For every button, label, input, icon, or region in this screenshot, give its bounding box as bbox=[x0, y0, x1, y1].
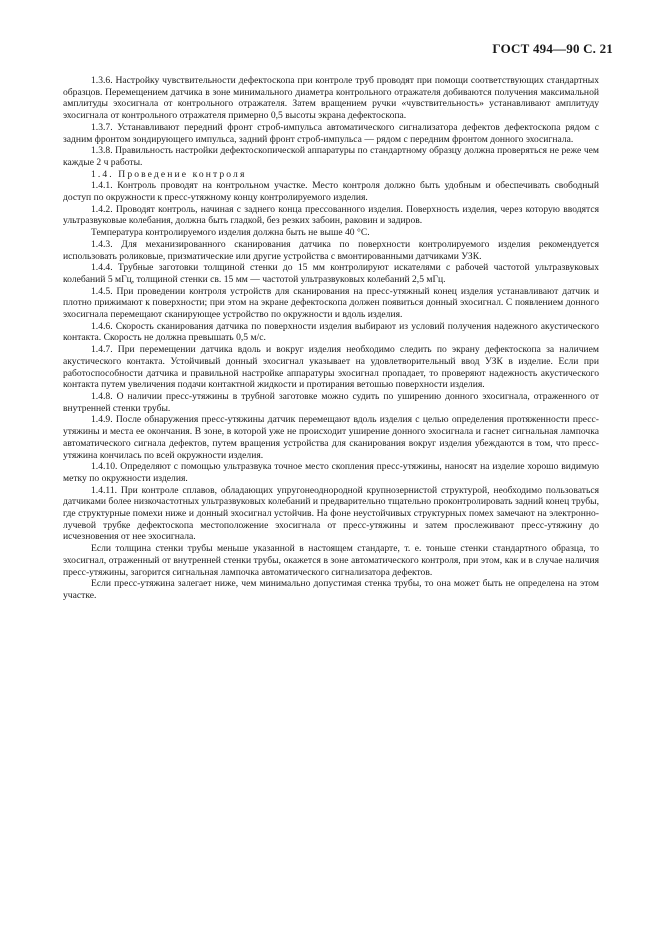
paragraph-1-3-6: 1.3.6. Настройку чувствительности дефектоскопа при контроле труб проводят при помощи соответствующих стандартных образцов. Перемещением датчика в зоне минимального диаметра контрольного отражателя добиваются получения максимальной амплитуды эхосигнала от контрольного отражателя. Затем вращением ручки «чувствительность» устанавливают амплитуду эхосигнала от контрольного отражателя примерно 0,5 высоты экрана дефектоскопа. bbox=[63, 75, 599, 122]
document-body bbox=[63, 75, 599, 602]
paragraph-1-4-5: 1.4.5. При проведении контроля устройств для сканирования на пресс-утяжный конец изделия устанавливают датчик и плотно прижимают к поверхности; при этом на экране дефектоскопа должен появиться донный эхосигнал. С появлением донного эхосигнала перемещают сканирующее устройство по окружности и вдоль изделия. bbox=[63, 285, 599, 321]
paragraph-temperature: Температура контролируемого изделия должна быть не выше 40 °С. bbox=[91, 227, 370, 239]
paragraph-1-3-8: 1.3.8. Правильность настройки дефектоскопической аппаратуры по стандартному образцу должна проверяться не реже чем каждые 2 ч работы. bbox=[63, 145, 599, 168]
paragraph-1-4-10: 1.4.10. Определяют с помощью ультразвука точное место скопления пресс-утяжины, наносят на изделие хорошо видимую метку по окружности изделия. bbox=[63, 461, 599, 484]
paragraph-1-4-7: 1.4.7. При перемещении датчика вдоль и вокруг изделия необходимо следить по экрану дефектоскопа за наличием акустического контакта. Устойчивый донный эхосигнал указывает на удовлетворительный ввод УЗК в изделие. Если при работоспособности датчика и правильной настройке аппаратуры эхосигнал пропадает, то проверяют надежность акустического контакта путем увеличения подачи контактной жидкости и протирания ветошью поверхности изделия. bbox=[63, 344, 599, 391]
page-header: ГОСТ 494—90 С. 21 bbox=[492, 41, 613, 56]
paragraph-1-4-2: 1.4.2. Проводят контроль, начиная с заднего конца прессованного изделия. Поверхность изделия, через которую вводятся ультразвуковые колебания, должна быть гладкой, без резких забоин, раковин и задиров. bbox=[63, 203, 599, 227]
paragraph-1-4-3: 1.4.3. Для механизированного сканирования датчика по поверхности контролируемого изделия рекомендуется использовать роликовые, призматические или другие устройства с вмонтированными датчиками УЗК. bbox=[63, 238, 599, 262]
paragraph-1-4-1: 1.4.1. Контроль проводят на контрольном участке. Место контроля должно быть удобным и обеспечивать свободный доступ по окружности к пресс-утяжному концу контролируемого изделия. bbox=[63, 180, 599, 204]
paragraph-1-4-9: 1.4.9. После обнаружения пресс-утяжины датчик перемещают вдоль изделия с целью определения протяженности пресс-утяжины и места ее окончания. В зоне, в которой уже не происходит уширение донного эхосигнала и гаснет сигнальная лампочка автоматического сигнала дефектов, путем вращения устройства для сканирования вокруг изделия убеждаются в том, что пресс-утяжина кончилась по всей окружности изделия. bbox=[63, 414, 599, 461]
paragraph-1-4-6: 1.4.6. Скорость сканирования датчика по поверхности изделия выбирают из условий получения надежного акустического контакта. Скорость не должна превышать 0,5 м/с. bbox=[63, 320, 599, 344]
paragraph-deep-defect: Если пресс-утяжина залегает ниже, чем минимально допустимая стенка трубы, то она может быть не определена на этом участке. bbox=[63, 578, 599, 601]
paragraph-1-4-11: 1.4.11. При контроле сплавов, обладающих упругонеоднородной крупнозернистой структурой, необходимо пользоваться датчиками более низкочастотных ультразвуковых колебаний и предварительно тщательно проконтролировать задний конец трубы, где структурные помехи ниже и донный эхосигнал устойчив. На фоне неустойчивых структурных помех замечают на электронно-лучевой трубке дефектоскопа местоположение эхосигнала от пресс-утяжины и затем прослеживают пресс-утяжину до исчезновения от нее эхосигнала. bbox=[63, 484, 599, 543]
paragraph-1-4-4: 1.4.4. Трубные заготовки толщиной стенки до 15 мм контролируют искателями с рабочей частотой ультразвуковых колебаний 5 мГц, толщиной стенки св. 15 мм — частотой ультразвуковых колебаний 2,5 мГц. bbox=[63, 262, 599, 285]
paragraph-1-4-8: 1.4.8. О наличии пресс-утяжины в трубной заготовке можно судить по уширению донного эхосигнала, отраженного от внутренней стенки трубы. bbox=[63, 390, 599, 414]
paragraph-1-3-7: 1.3.7. Устанавливают передний фронт строб-импульса автоматического сигнализатора дефектов дефектоскопа рядом с задним фронтом зондирующего импульса, задний фронт строб-импульса — рядом с передним фронтом донного эхосигнала. bbox=[63, 121, 599, 145]
paragraph-thin-wall: Если толщина стенки трубы меньше указанной в настоящем стандарте, т. е. тоньше стенки стандартного образца, то эхосигнал, отраженный от внутренней стенки трубы, окажется в зоне автоматического контроля, при этом, как и в случае наличия пресс-утяжины, загорится сигнальная лампочка автоматического сигнализатора дефектов. bbox=[63, 543, 599, 578]
section-heading-1-4: 1.4. Проведение контроля bbox=[91, 168, 247, 180]
